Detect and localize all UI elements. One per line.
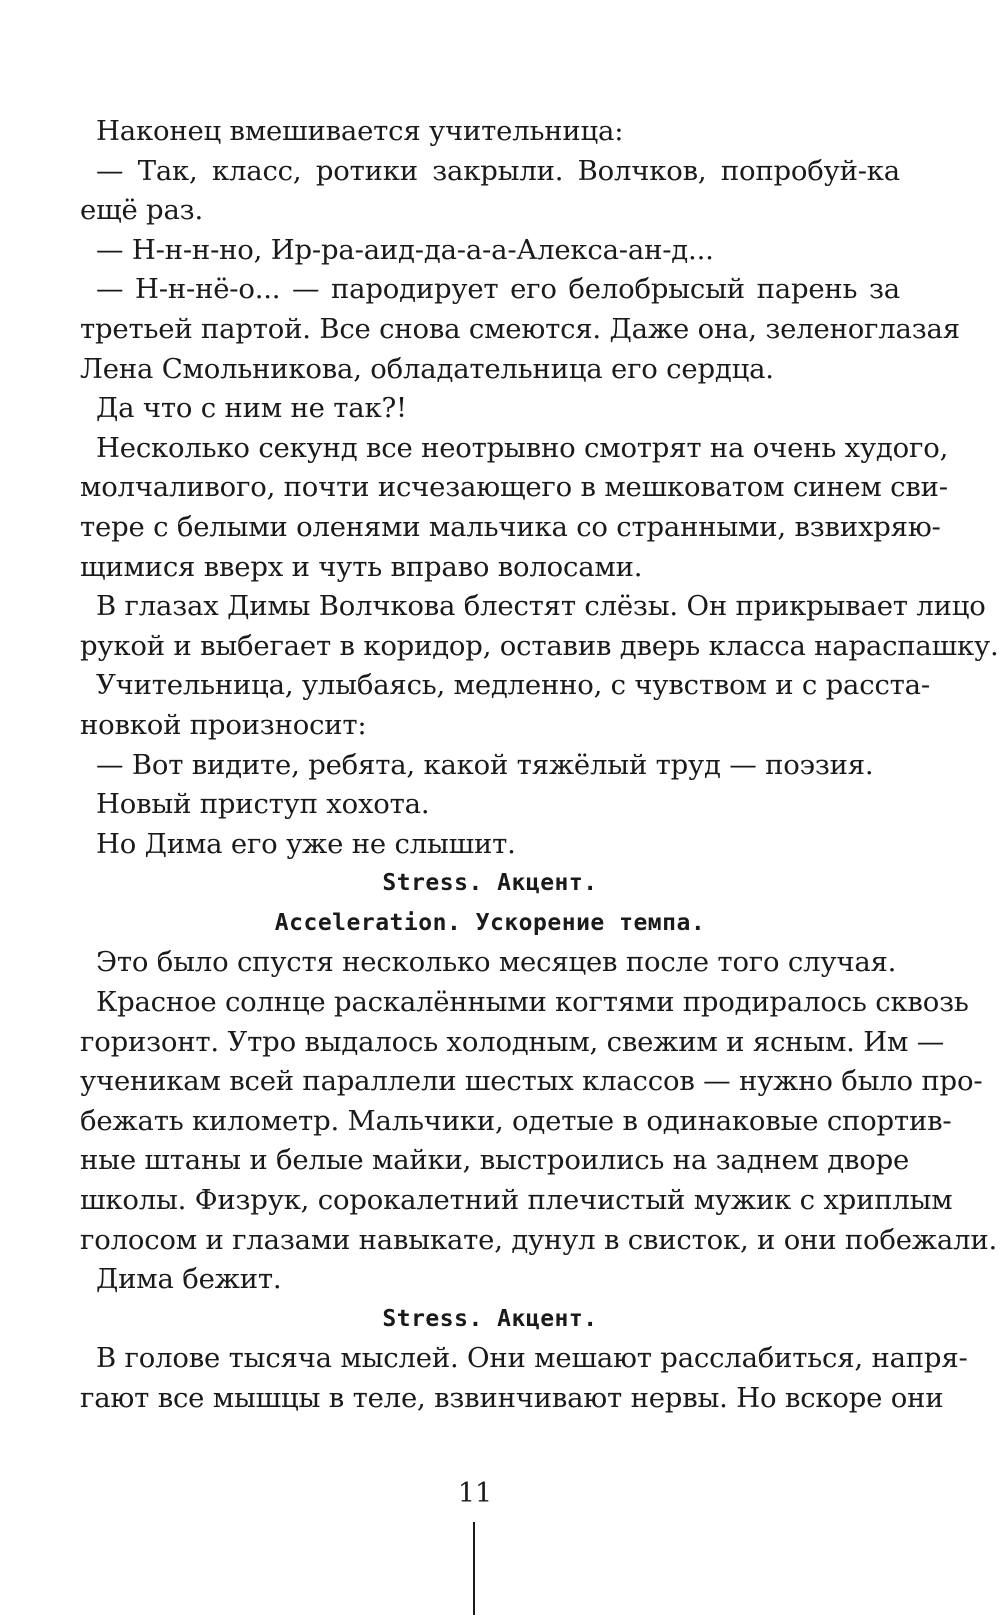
text-line: Новый приступ хохота. — [96, 788, 430, 821]
text-line: — Так, класс, ротики закрыли. Волчков, попробуй-ка — [96, 154, 900, 187]
text-line: ещё раз. — [80, 194, 203, 227]
text-line: бежать километр. Мальчики, одетые в одинаковые спортив- — [80, 1104, 952, 1137]
text-line: Да что с ним не так?! — [96, 392, 407, 425]
text-line: Наконец вмешивается учительница: — [96, 115, 624, 147]
text-line: Учительница, улыбаясь, медленно, с чувством и с расста- — [96, 669, 930, 702]
text-line: новкой произносит: — [80, 708, 367, 741]
text-line: В голове тысяча мыслей. Они мешают расслабиться, напря- — [96, 1342, 968, 1375]
section-heading-line: Acceleration. Ускорение темпа. — [274, 909, 706, 936]
text-line: молчаливого, почти исчезающего в мешковатом синем сви- — [80, 471, 948, 504]
text-line: — Вот видите, ребята, какой тяжёлый труд — поэзия. — [96, 748, 874, 781]
text-line: В глазах Димы Волчкова блестят слёзы. Он прикрывает лицо — [96, 590, 986, 623]
text-line: Дима бежит. — [96, 1263, 282, 1296]
text-line: Красное солнце раскалёнными когтями продиралось сквозь — [96, 986, 969, 1019]
page-body-text — [80, 112, 999, 1419]
text-line: третьей партой. Все снова смеются. Даже она, зеленоглазая — [80, 312, 960, 345]
text-line: рукой и выбегает в коридор, оставив дверь класса нараспашку. — [80, 629, 999, 662]
text-line: тере с белыми оленями мальчика со странными, взвихряю- — [80, 510, 941, 543]
text-line: гают все мышцы в теле, взвинчивают нервы. Но вскоре они — [80, 1382, 944, 1414]
page-number: 11 — [457, 1478, 493, 1509]
text-line: голосом и глазами навыкате, дунул в свисток, и они побежали. — [80, 1223, 998, 1256]
page-number-rule — [473, 1522, 475, 1615]
section-heading-line: Stress. Акцент. — [382, 1305, 598, 1332]
text-line: Несколько секунд все неотрывно смотрят на очень худого, — [96, 431, 949, 464]
section-heading-line: Stress. Акцент. — [382, 870, 598, 897]
text-line: Но Дима его уже не слышит. — [96, 827, 516, 860]
text-line: школы. Физрук, сорокалетний плечистый мужик с хриплым — [80, 1184, 953, 1217]
text-line: ные штаны и белые майки, выстроились на заднем дворе — [80, 1144, 910, 1177]
text-line: — Н-н-нё-о... — пародирует его белобрысый парень за — [96, 273, 900, 306]
text-line: Это было спустя несколько месяцев после того случая. — [96, 946, 897, 979]
text-line: Лена Смольникова, обладательница его сердца. — [80, 352, 774, 385]
text-line: горизонт. Утро выдалось холодным, свежим и ясным. Им — — [80, 1025, 945, 1058]
text-line: щимися вверх и чуть вправо волосами. — [80, 550, 643, 583]
text-line: — Н-н-н-но, Ир-ра-аид-да-а-а-Алекса-ан-д... — [96, 233, 714, 266]
text-line: ученикам всей параллели шестых классов — нужно было про- — [80, 1065, 983, 1098]
